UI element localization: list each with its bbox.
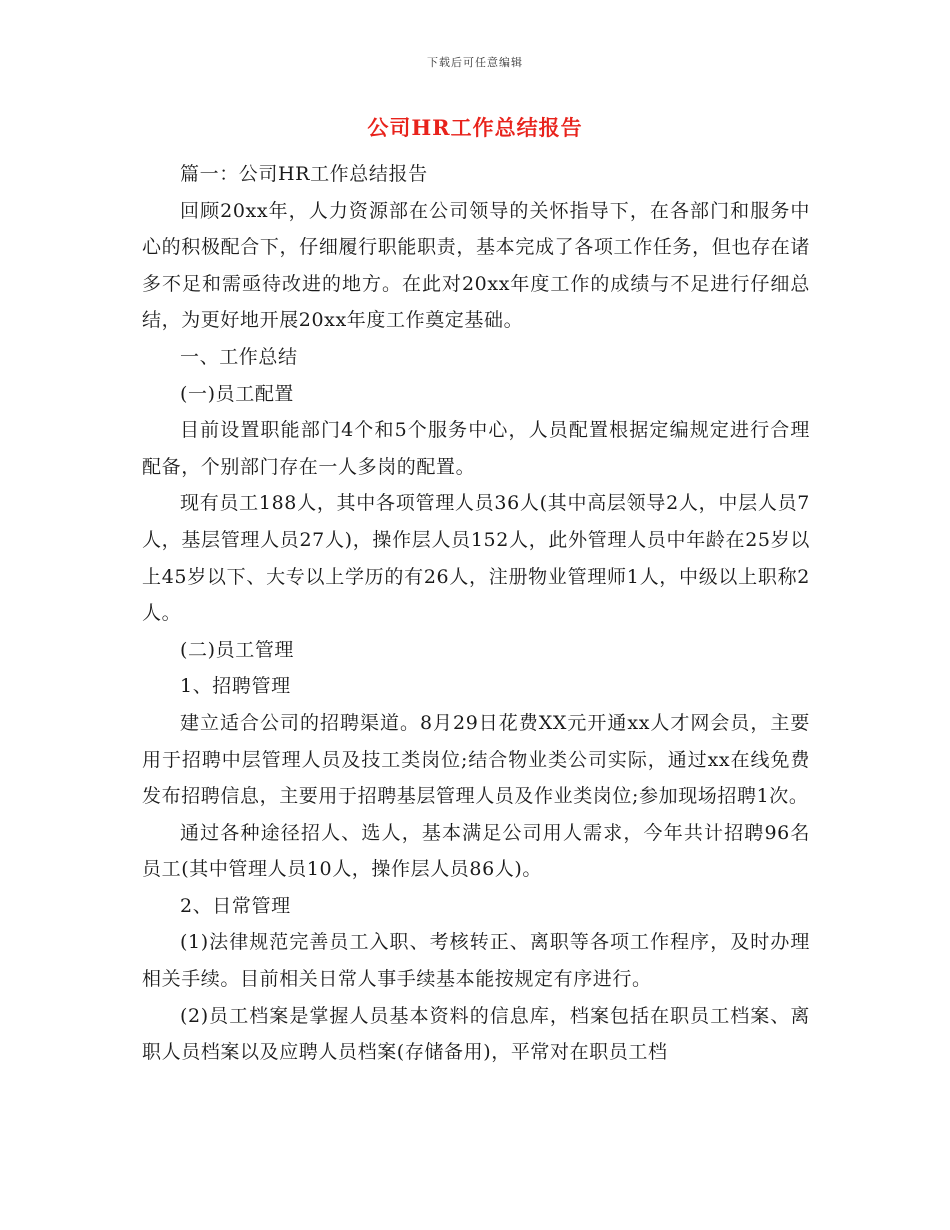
paragraph-heading: (一)员工配置: [180, 382, 295, 405]
paragraph: 目前设置职能部门4个和5个服务中心，人员配置根据定编规定进行合理配备，个别部门存在一人多岗的配置。: [142, 419, 810, 478]
paragraph-heading: 2、日常管理: [180, 894, 291, 917]
paragraph: 通过各种途径招人、选人，基本满足公司用人需求，今年共计招聘96名员工(其中管理人员10人，操作层人员86人)。: [142, 821, 810, 881]
paragraph-heading: 一、工作总结: [180, 345, 298, 368]
header-note: 下载后可任意编辑: [427, 56, 523, 69]
document-body: [142, 156, 810, 1071]
paragraph-heading: 1、招聘管理: [180, 675, 291, 698]
paragraph: 回顾20xx年，人力资源部在公司领导的关怀指导下，在各部门和服务中心的积极配合下，仔细履行职能职责，基本完成了各项工作任务，但也存在诸多不足和需亟待改进的地方。在此对20xx年度工作的成绩与不足进行仔细总结，为更好地开展20xx年度工作奠定基础。: [142, 199, 810, 332]
paragraph: (1)法律规范完善员工入职、考核转正、离职等各项工作程序，及时办理相关手续。目前相关日常人事手续基本能按规定有序进行。: [142, 931, 810, 991]
document-title: 公司HR工作总结报告: [367, 115, 583, 140]
paragraph: (2)员工档案是掌握人员基本资料的信息库，档案包括在职员工档案、离职人员档案以及应聘人员档案(存储备用)，平常对在职员工档: [142, 1004, 810, 1064]
paragraph: 建立适合公司的招聘渠道。8月29日花费XX元开通xx人才网会员，主要用于招聘中层管理人员及技工类岗位;结合物业类公司实际，通过xx在线免费发布招聘信息，主要用于招聘基层管理人员及作业类岗位;参加现场招聘1次。: [142, 711, 810, 808]
paragraph: 现有员工188人，其中各项管理人员36人(其中高层领导2人，中层人员7人，基层管理人员27人)，操作层人员152人，此外管理人员中年龄在25岁以上45岁以下、大专以上学历的有26人，注册物业管理师1人，中级以上职称2人。: [142, 492, 810, 625]
paragraph-heading: (二)员工管理: [180, 638, 295, 661]
paragraph-section-heading: 篇一：公司HR工作总结报告: [180, 163, 428, 185]
